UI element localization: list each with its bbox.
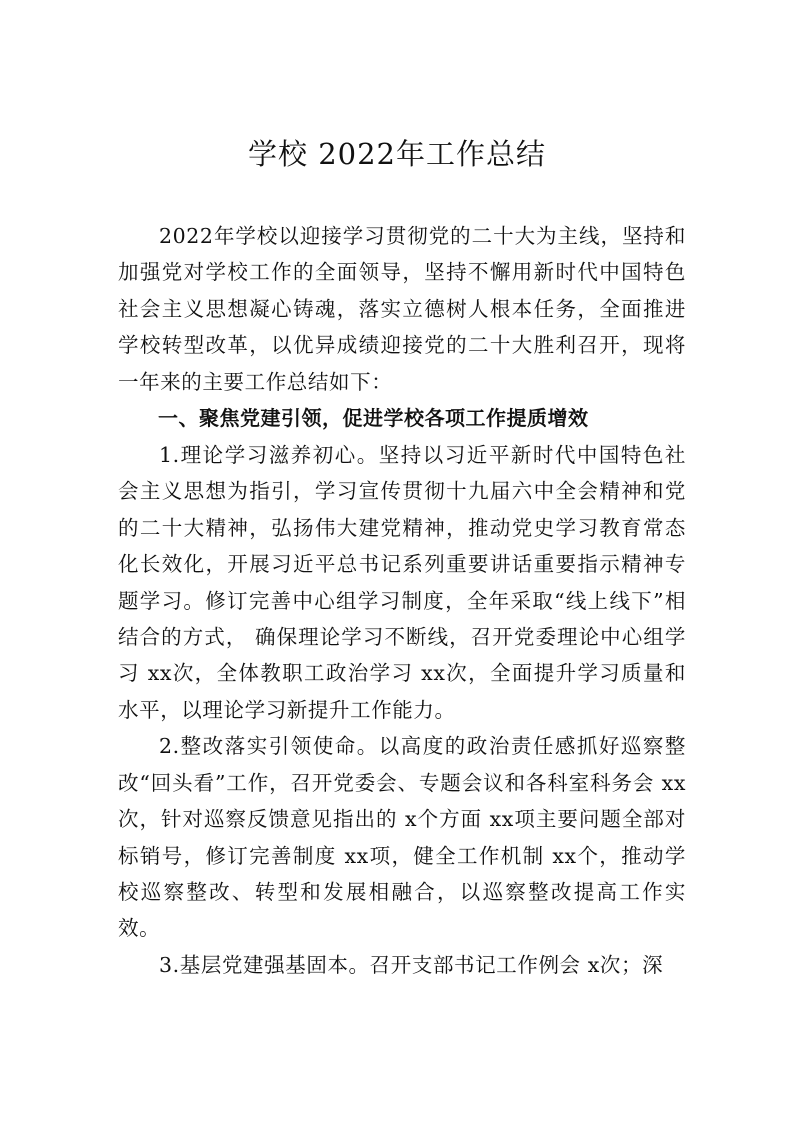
item-paragraph-3: 3.基层党建强基固本。召开支部书记工作例会 x次；深 [159,952,664,977]
document-title: 学校 2022年工作总结 [247,137,547,171]
item-paragraph-2: 2.整改落实引领使命。以高度的政治责任感抓好巡察整改“回头看”工作，召开党委会、专题会议和各科室科务会 xx次，针对巡察反馈意见指出的 x个方面 xx项主要问题全部对标销号，修订完善制度 xx项，健全工作机制 xx个，推动学校巡察整改、转型和发展相融合，以巡察整改提高工作实效。 [118,734,686,941]
intro-paragraph: 2022年学校以迎接学习贯彻党的二十大为主线，坚持和加强党对学校工作的全面领导，坚持不懈用新时代中国特色社会主义思想凝心铸魂，落实立德树人根本任务，全面推进学校转型改革，以优异成绩迎接党的二十大胜利召开，现将一年来的主要工作总结如下： [118,224,686,394]
document-body [118,218,686,983]
section-heading: 一、聚焦党建引领，促进学校各项工作提质增效 [158,406,589,431]
item-paragraph-1: 1.理论学习滋养初心。坚持以习近平新时代中国特色社会主义思想为指引，学习宣传贯彻十九届六中全会精神和党的二十大精神，弘扬伟大建党精神，推动党史学习教育常态化长效化，开展习近平总书记系列重要讲话重要指示精神专题学习。修订完善中心组学习制度，全年采取“线上线下”相结合的方式， 确保理论学习不断线，召开党委理论中心组学习 xx次，全体教职工政治学习 xx次，全面提升学习质量和水平，以理论学习新提升工作能力。 [118,443,686,722]
